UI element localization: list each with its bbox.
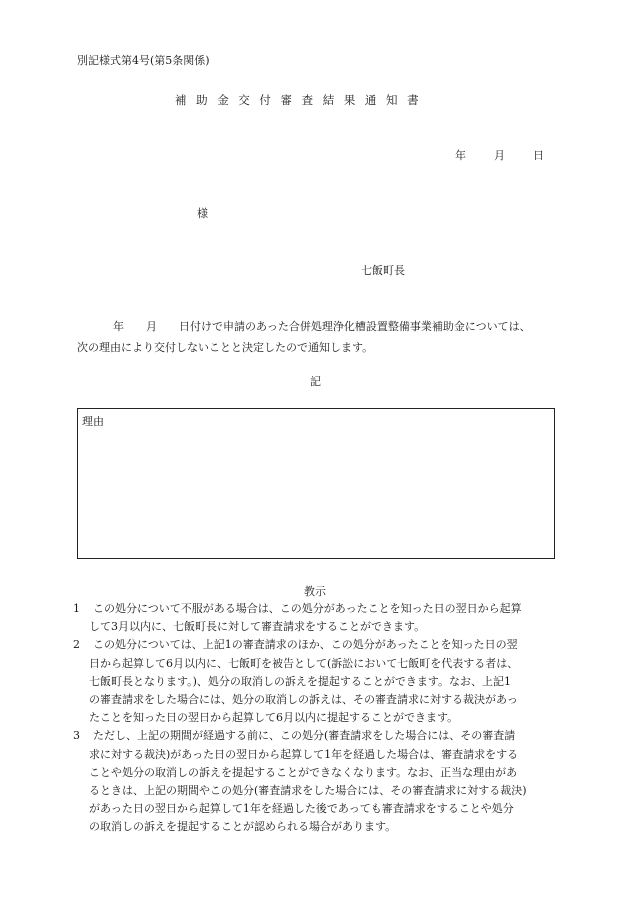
kyoji-line: この処分については、上記1の審査請求のほか、この処分があったことを知った日の翌 [93,638,518,652]
kyoji-line: の取消しの訴えを提起することが認められる場合があります。 [89,820,397,834]
kyoji-line: 日から起算して6月以内に、七飯町を被告として(訴訟において七飯町を代表する者は、 [89,656,519,670]
kyoji-item-3 [73,727,573,836]
kyoji-item-number: 2 [73,638,80,652]
reason-label: 理由 [82,415,104,428]
kyoji-line: して3月以内に、七飯町長に対して審査請求をすることができます。 [89,620,426,634]
body-line-1: 年 月 日付けで申請のあった合併処理浄化槽設置整備事業補助金については、 [113,320,531,333]
kyoji-item-number: 1 [73,602,80,615]
body-line-2: 次の理由により交付しないことと決定したので通知します。 [77,341,374,354]
kyoji-line: があった日の翌日から起算して1年を経過した後であっても審査請求をすることや処分 [89,802,514,816]
date-line: 年 月 日 [455,149,546,162]
ki-heading: 記 [310,375,321,388]
kyoji-line: この処分について不服がある場合は、この処分があったことを知った日の翌日から起算 [93,602,522,615]
issuer: 七飯町長 [361,264,405,277]
form-label: 別記様式第4号(第5条関係) [77,54,210,67]
kyoji-line: ただし、上記の期間が経過する前に、この処分(審査請求をした場合には、その審査請 [93,729,516,743]
kyoji-line: たことを知った日の翌日から起算して6月以内に提起することができます。 [89,711,459,725]
reason-box [77,408,555,559]
kyoji-item-1 [73,600,573,636]
kyoji-line: るときは、上記の期間やこの処分(審査請求をした場合には、その審査請求に対する裁決) [89,784,527,798]
kyoji-line: 七飯町長となります。)、処分の取消しの訴えを提起することができます。なお、上記1 [89,674,512,688]
kyoji-line: の審査請求をした場合には、処分の取消しの訴えは、その審査請求に対する裁決があっ [89,693,518,707]
kyoji-line: 求に対する裁決)があった日の翌日から起算して1年を経過した場合は、審査請求をする [89,747,519,761]
kyoji-list [73,600,573,837]
addressee-suffix: 様 [197,207,208,220]
kyoji-heading: 教示 [304,585,326,598]
kyoji-item-number: 3 [73,729,80,743]
kyoji-line: ことや処分の取消しの訴えを提起することができなくなります。なお、正当な理由があ [89,765,518,779]
document-title: 補助金交付審査結果通知書 [175,93,429,107]
kyoji-item-2 [73,636,573,727]
